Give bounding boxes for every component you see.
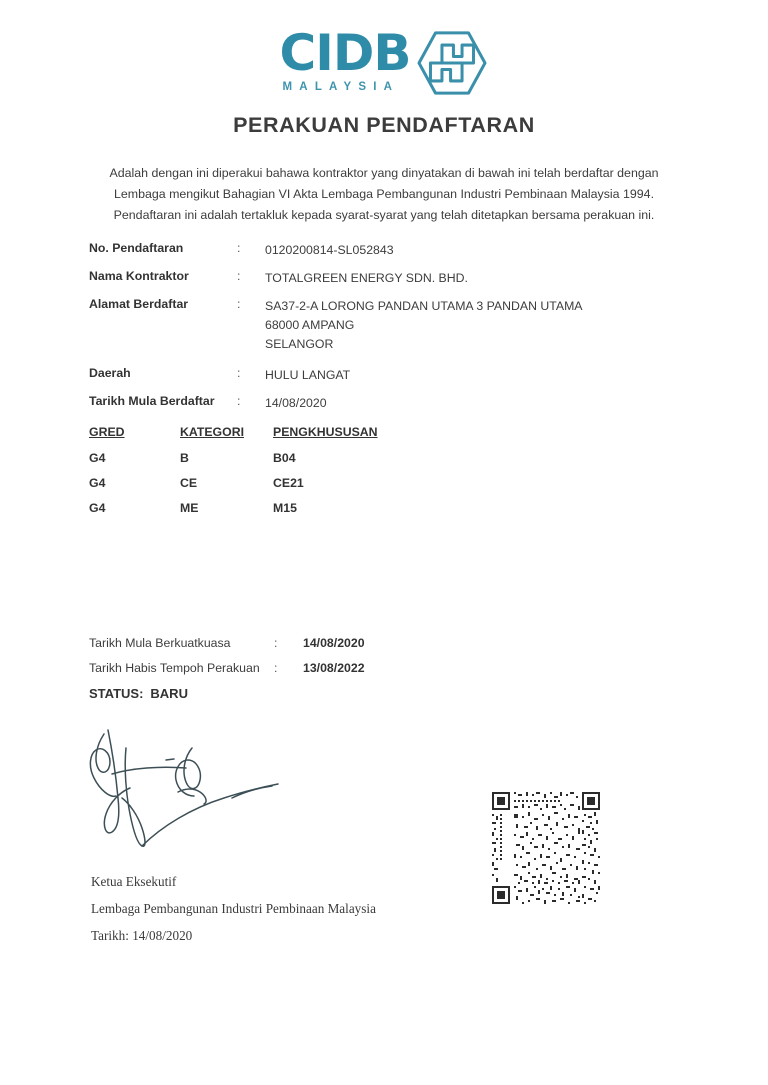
- validity-block: [89, 636, 365, 701]
- table-header-row: [89, 425, 433, 451]
- detail-value: HULU LANGAT: [265, 368, 351, 382]
- detail-row-district: [89, 366, 709, 385]
- intro-line-1: Adalah dengan ini diperakui bahawa kontraktor yang dinyatakan di bawah ini telah berdaftar dengan: [109, 166, 659, 180]
- cell-pengkhususan: M15: [273, 501, 297, 515]
- intro-line-2: Lembaga mengikut Bahagian VI Akta Lembaga Pembangunan Industri Pembinaan Malaysia 1994.: [113, 187, 655, 201]
- column-header-pengkhususan: PENGKHUSUSAN: [273, 425, 378, 439]
- effective-date-label: Tarikh Mula Berkuatkuasa: [89, 636, 231, 650]
- detail-label: Alamat Berdaftar: [89, 297, 189, 311]
- cell-gred: G4: [89, 501, 106, 515]
- intro-line-3: Pendaftaran ini adalah tertakluk kepada syarat-syarat yang telah ditetapkan bersama perakuan ini.: [113, 208, 655, 222]
- effective-date-row: [89, 636, 365, 650]
- status-value: BARU: [150, 686, 188, 701]
- logo-wordmark: CIDB: [279, 24, 411, 82]
- detail-label: Nama Kontraktor: [89, 269, 189, 283]
- address-line-1: SA37-2-A LORONG PANDAN UTAMA 3 PANDAN UTAMA: [265, 299, 583, 313]
- status-label: STATUS:: [89, 686, 144, 701]
- signoff-block: [91, 868, 376, 949]
- expiry-date-colon: :: [274, 661, 278, 675]
- effective-date-value: 14/08/2020: [303, 636, 365, 650]
- detail-value-address: [265, 297, 583, 354]
- page-title: PERAKUAN PENDAFTARAN: [233, 113, 535, 137]
- cell-gred: G4: [89, 476, 106, 490]
- signoff-organisation: Lembaga Pembangunan Industri Pembinaan Malaysia: [91, 901, 376, 916]
- signoff-date: Tarikh: 14/08/2020: [91, 928, 193, 943]
- intro-paragraph: [84, 163, 684, 226]
- column-header-gred: GRED: [89, 425, 125, 439]
- detail-label: Daerah: [89, 366, 131, 380]
- column-header-kategori: KATEGORI: [180, 425, 244, 439]
- registration-details: [89, 241, 709, 422]
- detail-row-registration-number: [89, 241, 709, 260]
- cell-kategori: B: [180, 451, 189, 465]
- signoff-title: Ketua Eksekutif: [91, 874, 177, 889]
- cell-pengkhususan: CE21: [273, 476, 304, 490]
- cidb-logo: [0, 24, 768, 96]
- cell-pengkhususan: B04: [273, 451, 296, 465]
- address-line-2: 68000 AMPANG: [265, 318, 355, 332]
- detail-row-contractor-name: [89, 269, 709, 288]
- detail-label: No. Pendaftaran: [89, 241, 184, 255]
- grade-category-table: [89, 425, 433, 526]
- status-badge: [89, 686, 365, 701]
- logo-subtitle: MALAYSIA: [282, 81, 400, 93]
- cidb-hexagon-h-logo-icon: [416, 30, 488, 96]
- table-row: [89, 501, 433, 526]
- detail-colon: :: [237, 241, 241, 255]
- table-row: [89, 476, 433, 501]
- detail-colon: :: [237, 297, 241, 311]
- address-line-3: SELANGOR: [265, 337, 334, 351]
- cell-kategori: CE: [180, 476, 198, 490]
- detail-colon: :: [237, 394, 241, 408]
- effective-date-colon: :: [274, 636, 278, 650]
- expiry-date-value: 13/08/2022: [303, 661, 365, 675]
- handwritten-signature-icon: [82, 716, 312, 866]
- detail-row-registered-address: [89, 297, 709, 354]
- cell-gred: G4: [89, 451, 106, 465]
- logo-wordmark-group: [279, 24, 411, 93]
- detail-label: Tarikh Mula Berdaftar: [89, 394, 215, 408]
- cell-kategori: ME: [180, 501, 199, 515]
- detail-row-registration-start-date: [89, 394, 709, 413]
- table-row: [89, 451, 433, 476]
- qr-code-icon: [488, 788, 604, 908]
- detail-value: TOTALGREEN ENERGY SDN. BHD.: [265, 271, 468, 285]
- expiry-date-label: Tarikh Habis Tempoh Perakuan: [89, 661, 260, 675]
- expiry-date-row: [89, 661, 365, 675]
- detail-value: 0120200814-SL052843: [265, 243, 394, 257]
- detail-value: 14/08/2020: [265, 396, 327, 410]
- detail-colon: :: [237, 366, 241, 380]
- detail-colon: :: [237, 269, 241, 283]
